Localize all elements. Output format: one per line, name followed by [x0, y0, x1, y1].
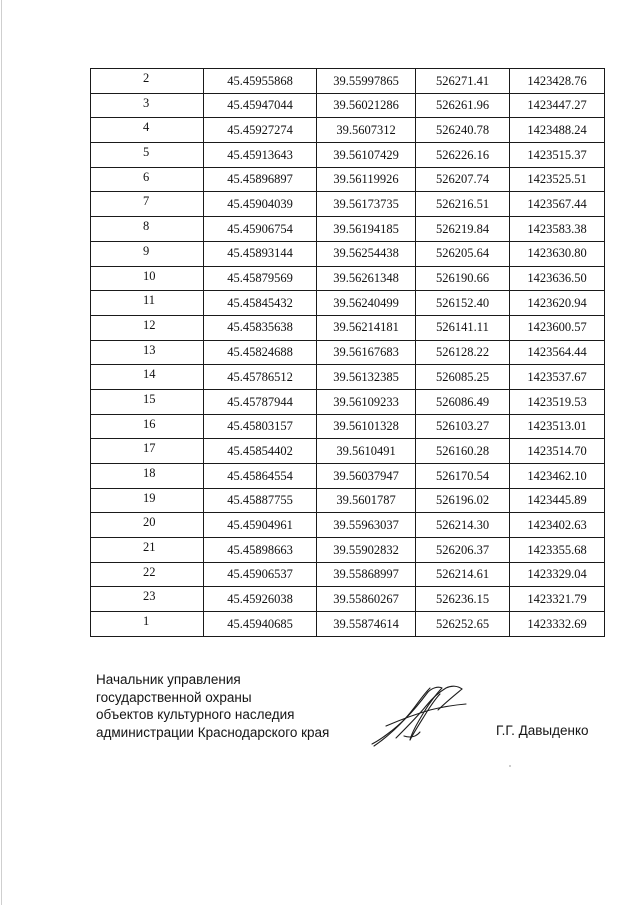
longitude-cell: 39.56240499 — [317, 291, 416, 316]
point-number-cell: 4 — [91, 118, 204, 143]
point-number-cell: 14 — [91, 365, 204, 390]
point-number-cell: 22 — [91, 562, 204, 587]
x-coordinate-cell: 526214.30 — [416, 513, 510, 538]
table-row — [91, 217, 605, 242]
latitude-cell: 45.45947044 — [204, 93, 317, 118]
point-number-cell: 3 — [91, 93, 204, 118]
y-coordinate-cell: 1423515.37 — [510, 143, 605, 168]
point-number-cell: 10 — [91, 266, 204, 291]
table-row — [91, 414, 605, 439]
longitude-cell: 39.56119926 — [317, 167, 416, 192]
point-number-cell: 20 — [91, 513, 204, 538]
latitude-cell: 45.45898663 — [204, 538, 317, 563]
table-row — [91, 439, 605, 464]
x-coordinate-cell: 526216.51 — [416, 192, 510, 217]
table-row — [91, 538, 605, 563]
y-coordinate-cell: 1423567.44 — [510, 192, 605, 217]
table-row — [91, 143, 605, 168]
longitude-cell: 39.56101328 — [317, 414, 416, 439]
longitude-cell: 39.56194185 — [317, 217, 416, 242]
longitude-cell: 39.5610491 — [317, 439, 416, 464]
table-row — [91, 266, 605, 291]
longitude-cell: 39.56261348 — [317, 266, 416, 291]
y-coordinate-cell: 1423462.10 — [510, 464, 605, 489]
point-number-cell: 18 — [91, 464, 204, 489]
table-row — [91, 612, 605, 637]
latitude-cell: 45.45955868 — [204, 69, 317, 94]
longitude-cell: 39.55874614 — [317, 612, 416, 637]
longitude-cell: 39.55868997 — [317, 562, 416, 587]
y-coordinate-cell: 1423447.27 — [510, 93, 605, 118]
y-coordinate-cell: 1423332.69 — [510, 612, 605, 637]
longitude-cell: 39.55902832 — [317, 538, 416, 563]
table-row — [91, 315, 605, 340]
x-coordinate-cell: 526086.49 — [416, 389, 510, 414]
latitude-cell: 45.45854402 — [204, 439, 317, 464]
coordinates-table-body — [91, 69, 605, 637]
y-coordinate-cell: 1423514.70 — [510, 439, 605, 464]
y-coordinate-cell: 1423525.51 — [510, 167, 605, 192]
table-row — [91, 192, 605, 217]
signer-title-line-3: объектов культурного наследия — [96, 707, 295, 722]
y-coordinate-cell: 1423537.67 — [510, 365, 605, 390]
longitude-cell: 39.56214181 — [317, 315, 416, 340]
longitude-cell: 39.55997865 — [317, 69, 416, 94]
y-coordinate-cell: 1423488.24 — [510, 118, 605, 143]
x-coordinate-cell: 526141.11 — [416, 315, 510, 340]
longitude-cell: 39.55963037 — [317, 513, 416, 538]
latitude-cell: 45.45926038 — [204, 587, 317, 612]
latitude-cell: 45.45879569 — [204, 266, 317, 291]
y-coordinate-cell: 1423519.53 — [510, 389, 605, 414]
point-number-cell: 8 — [91, 217, 204, 242]
x-coordinate-cell: 526190.66 — [416, 266, 510, 291]
latitude-cell: 45.45845432 — [204, 291, 317, 316]
y-coordinate-cell: 1423329.04 — [510, 562, 605, 587]
signature-block — [96, 671, 329, 741]
x-coordinate-cell: 526207.74 — [416, 167, 510, 192]
point-number-cell: 12 — [91, 315, 204, 340]
x-coordinate-cell: 526240.78 — [416, 118, 510, 143]
x-coordinate-cell: 526205.64 — [416, 241, 510, 266]
latitude-cell: 45.45913643 — [204, 143, 317, 168]
point-number-cell: 9 — [91, 241, 204, 266]
latitude-cell: 45.45787944 — [204, 389, 317, 414]
point-number-cell: 13 — [91, 340, 204, 365]
table-row — [91, 241, 605, 266]
table-row — [91, 464, 605, 489]
point-number-cell: 17 — [91, 439, 204, 464]
x-coordinate-cell: 526214.61 — [416, 562, 510, 587]
latitude-cell: 45.45906537 — [204, 562, 317, 587]
table-row — [91, 340, 605, 365]
table-row — [91, 488, 605, 513]
latitude-cell: 45.45904961 — [204, 513, 317, 538]
latitude-cell: 45.45940685 — [204, 612, 317, 637]
handwritten-signature — [366, 680, 476, 752]
longitude-cell: 39.56021286 — [317, 93, 416, 118]
point-number-cell: 19 — [91, 488, 204, 513]
latitude-cell: 45.45803157 — [204, 414, 317, 439]
longitude-cell: 39.56167683 — [317, 340, 416, 365]
x-coordinate-cell: 526226.16 — [416, 143, 510, 168]
latitude-cell: 45.45887755 — [204, 488, 317, 513]
x-coordinate-cell: 526261.96 — [416, 93, 510, 118]
y-coordinate-cell: 1423583.38 — [510, 217, 605, 242]
point-number-cell: 23 — [91, 587, 204, 612]
x-coordinate-cell: 526160.28 — [416, 439, 510, 464]
x-coordinate-cell: 526152.40 — [416, 291, 510, 316]
x-coordinate-cell: 526206.37 — [416, 538, 510, 563]
point-number-cell: 7 — [91, 192, 204, 217]
point-number-cell: 6 — [91, 167, 204, 192]
point-number-cell: 1 — [91, 612, 204, 637]
page-left-edge — [1, 0, 2, 905]
longitude-cell: 39.5601787 — [317, 488, 416, 513]
y-coordinate-cell: 1423620.94 — [510, 291, 605, 316]
x-coordinate-cell: 526103.27 — [416, 414, 510, 439]
latitude-cell: 45.45906754 — [204, 217, 317, 242]
longitude-cell: 39.56037947 — [317, 464, 416, 489]
y-coordinate-cell: 1423630.80 — [510, 241, 605, 266]
x-coordinate-cell: 526170.54 — [416, 464, 510, 489]
longitude-cell: 39.56132385 — [317, 365, 416, 390]
table-row — [91, 513, 605, 538]
y-coordinate-cell: 1423402.63 — [510, 513, 605, 538]
point-number-cell: 16 — [91, 414, 204, 439]
x-coordinate-cell: 526128.22 — [416, 340, 510, 365]
y-coordinate-cell: 1423636.50 — [510, 266, 605, 291]
latitude-cell: 45.45786512 — [204, 365, 317, 390]
signer-title-line-4: администрации Краснодарского края — [96, 724, 330, 740]
x-coordinate-cell: 526196.02 — [416, 488, 510, 513]
y-coordinate-cell: 1423355.68 — [510, 538, 605, 563]
latitude-cell: 45.45893144 — [204, 241, 317, 266]
signer-title-line-2: государственной охраны — [96, 689, 252, 705]
table-row — [91, 93, 605, 118]
table-row — [91, 587, 605, 612]
y-coordinate-cell: 1423445.89 — [510, 488, 605, 513]
signer-name: Г.Г. Давыденко — [496, 723, 589, 738]
y-coordinate-cell: 1423513.01 — [510, 414, 605, 439]
point-number-cell: 2 — [91, 69, 204, 94]
x-coordinate-cell: 526236.15 — [416, 587, 510, 612]
y-coordinate-cell: 1423428.76 — [510, 69, 605, 94]
x-coordinate-cell: 526252.65 — [416, 612, 510, 637]
latitude-cell: 45.45835638 — [204, 315, 317, 340]
longitude-cell: 39.55860267 — [317, 587, 416, 612]
latitude-cell: 45.45896897 — [204, 167, 317, 192]
x-coordinate-cell: 526085.25 — [416, 365, 510, 390]
y-coordinate-cell: 1423564.44 — [510, 340, 605, 365]
longitude-cell: 39.56107429 — [317, 143, 416, 168]
table-row — [91, 389, 605, 414]
table-row — [91, 562, 605, 587]
y-coordinate-cell: 1423600.57 — [510, 315, 605, 340]
coordinates-table — [90, 68, 605, 637]
point-number-cell: 5 — [91, 143, 204, 168]
table-row — [91, 167, 605, 192]
point-number-cell: 15 — [91, 389, 204, 414]
table-row — [91, 291, 605, 316]
longitude-cell: 39.56109233 — [317, 389, 416, 414]
longitude-cell: 39.56173735 — [317, 192, 416, 217]
latitude-cell: 45.45927274 — [204, 118, 317, 143]
table-row — [91, 69, 605, 94]
latitude-cell: 45.45864554 — [204, 464, 317, 489]
scan-speck — [509, 765, 511, 767]
signer-title-line-1: Начальник управления — [96, 672, 241, 687]
table-row — [91, 365, 605, 390]
y-coordinate-cell: 1423321.79 — [510, 587, 605, 612]
longitude-cell: 39.5607312 — [317, 118, 416, 143]
x-coordinate-cell: 526271.41 — [416, 69, 510, 94]
latitude-cell: 45.45824688 — [204, 340, 317, 365]
table-row — [91, 118, 605, 143]
point-number-cell: 11 — [91, 291, 204, 316]
point-number-cell: 21 — [91, 538, 204, 563]
x-coordinate-cell: 526219.84 — [416, 217, 510, 242]
latitude-cell: 45.45904039 — [204, 192, 317, 217]
longitude-cell: 39.56254438 — [317, 241, 416, 266]
